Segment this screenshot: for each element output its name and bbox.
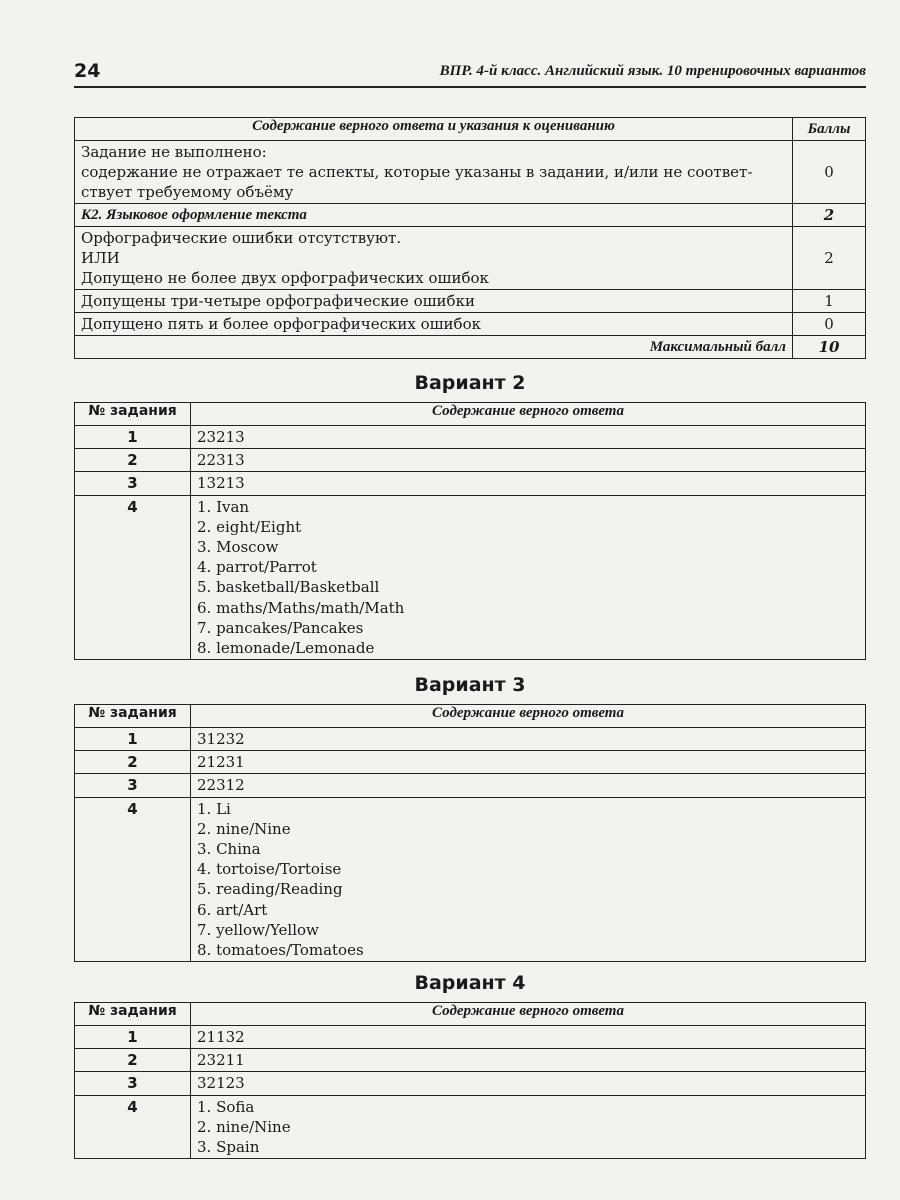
answer-header-row [75,1003,866,1026]
answer-item: 1. Sofia [197,1097,255,1116]
answer-table [74,402,866,660]
criteria-line: Орфографические ошибки отсутствуют. [81,229,402,247]
criteria-row [75,227,866,290]
answer-item: 3. China [197,840,261,859]
answer-content [191,1095,866,1159]
answer-item: 3. Moscow [197,538,279,557]
answer-item: 31232 [197,730,245,748]
answer-item: 7. yellow/Yellow [197,920,319,939]
criteria-head-points: Баллы [793,118,866,141]
criteria-points: 0 [793,141,866,204]
answer-item: 23213 [197,428,245,446]
task-number: 1 [75,426,191,449]
answer-row [75,472,866,495]
variant-title: Вариант 4 [414,972,526,994]
answer-item: 7. pancakes/Pancakes [197,618,364,637]
criteria-description [75,290,793,313]
answer-row [75,1072,866,1095]
criteria-line: Задание не выполнено: [81,143,267,161]
answer-header-row [75,705,866,728]
task-number: 1 [75,728,191,751]
criteria-description [75,141,793,204]
criteria-line: ИЛИ [81,249,120,267]
answer-item: 4. tortoise/Tortoise [197,860,342,879]
answer-item: 21132 [197,1028,245,1046]
page-header [74,56,866,88]
answer-content [191,751,866,774]
criteria-points: 2 [793,227,866,290]
answer-content [191,1026,866,1049]
criteria-line: ствует требуемому объёму [81,183,294,201]
answer-row [75,797,866,962]
answer-head-num: № задания [75,1003,191,1026]
answer-row [75,495,866,660]
criteria-row [75,204,866,227]
answer-content [191,774,866,797]
answer-content [191,472,866,495]
answer-item: 2. nine/Nine [197,819,291,838]
criteria-row [75,313,866,336]
task-number: 3 [75,472,191,495]
answer-content [191,728,866,751]
criteria-line: К2. Языковое оформление текста [81,207,307,223]
answer-item: 8. tomatoes/Tomatoes [197,941,364,960]
answer-row [75,774,866,797]
answer-head-content: Содержание верного ответа [191,1003,866,1026]
answer-item: 5. basketball/Basketball [197,578,380,597]
criteria-row [75,336,866,359]
criteria-line: Допущены три-четыре орфографические ошибки [81,292,475,310]
variant-title: Вариант 2 [414,372,526,394]
criteria-head-content: Содержание верного ответа и указания к оцениванию [75,118,793,141]
criteria-points: 0 [793,313,866,336]
answer-item: 4. parrot/Parrot [197,558,317,577]
criteria-line: Допущено не более двух орфографических ошибок [81,269,489,287]
answer-item: 3. Spain [197,1138,260,1157]
answer-item: 1. Ivan [197,497,250,516]
answer-item: 6. maths/Maths/math/Math [197,598,405,617]
answer-item: 21231 [197,753,245,772]
answer-content [191,1072,866,1095]
task-number: 4 [75,495,191,660]
answer-table [74,1002,866,1159]
criteria-row [75,141,866,204]
criteria-description [75,204,793,227]
task-number: 3 [75,774,191,797]
answer-row [75,751,866,774]
criteria-points: 2 [793,204,866,227]
answer-item: 8. lemonade/Lemonade [197,639,375,658]
page-number: 24 [74,60,101,82]
answer-head-num: № задания [75,403,191,426]
task-number: 2 [75,751,191,774]
answer-row [75,1026,866,1049]
criteria-description [75,227,793,290]
criteria-table [74,117,866,359]
answer-item: 32123 [197,1074,245,1093]
task-number: 2 [75,449,191,472]
criteria-line: Максимальный балл [649,339,786,355]
answer-row [75,449,866,472]
answer-content [191,797,866,962]
answer-item: 6. art/Art [197,900,268,919]
answer-header-row [75,403,866,426]
answer-head-num: № задания [75,705,191,728]
criteria-description [75,336,793,359]
criteria-points: 1 [793,290,866,313]
answer-content [191,449,866,472]
criteria-description [75,313,793,336]
answer-item: 5. reading/Reading [197,880,343,899]
answer-content [191,426,866,449]
answer-content [191,1049,866,1072]
running-title: ВПР. 4-й класс. Английский язык. 10 тренировочных вариантов [439,63,866,79]
answer-item: 1. Li [197,799,231,818]
variant-title: Вариант 3 [414,674,526,696]
task-number: 2 [75,1049,191,1072]
criteria-header-row [75,118,866,141]
answer-row [75,426,866,449]
answer-item: 23211 [197,1051,245,1070]
answer-item: 2. nine/Nine [197,1117,291,1136]
criteria-line: содержание не отражает те аспекты, которые указаны в задании, и/или не соответ- [81,163,753,181]
criteria-points: 10 [793,336,866,359]
answer-item: 22312 [197,776,245,795]
answer-table [74,704,866,962]
task-number: 4 [75,797,191,962]
criteria-row [75,290,866,313]
task-number: 3 [75,1072,191,1095]
answer-row [75,1049,866,1072]
answer-item: 22313 [197,451,245,470]
answer-head-content: Содержание верного ответа [191,403,866,426]
answer-row [75,1095,866,1159]
criteria-line: Допущено пять и более орфографических ошибок [81,315,481,333]
answer-content [191,495,866,660]
answer-item: 2. eight/Eight [197,517,302,536]
task-number: 1 [75,1026,191,1049]
answer-head-content: Содержание верного ответа [191,705,866,728]
answer-item: 13213 [197,474,245,493]
task-number: 4 [75,1095,191,1159]
answer-row [75,728,866,751]
